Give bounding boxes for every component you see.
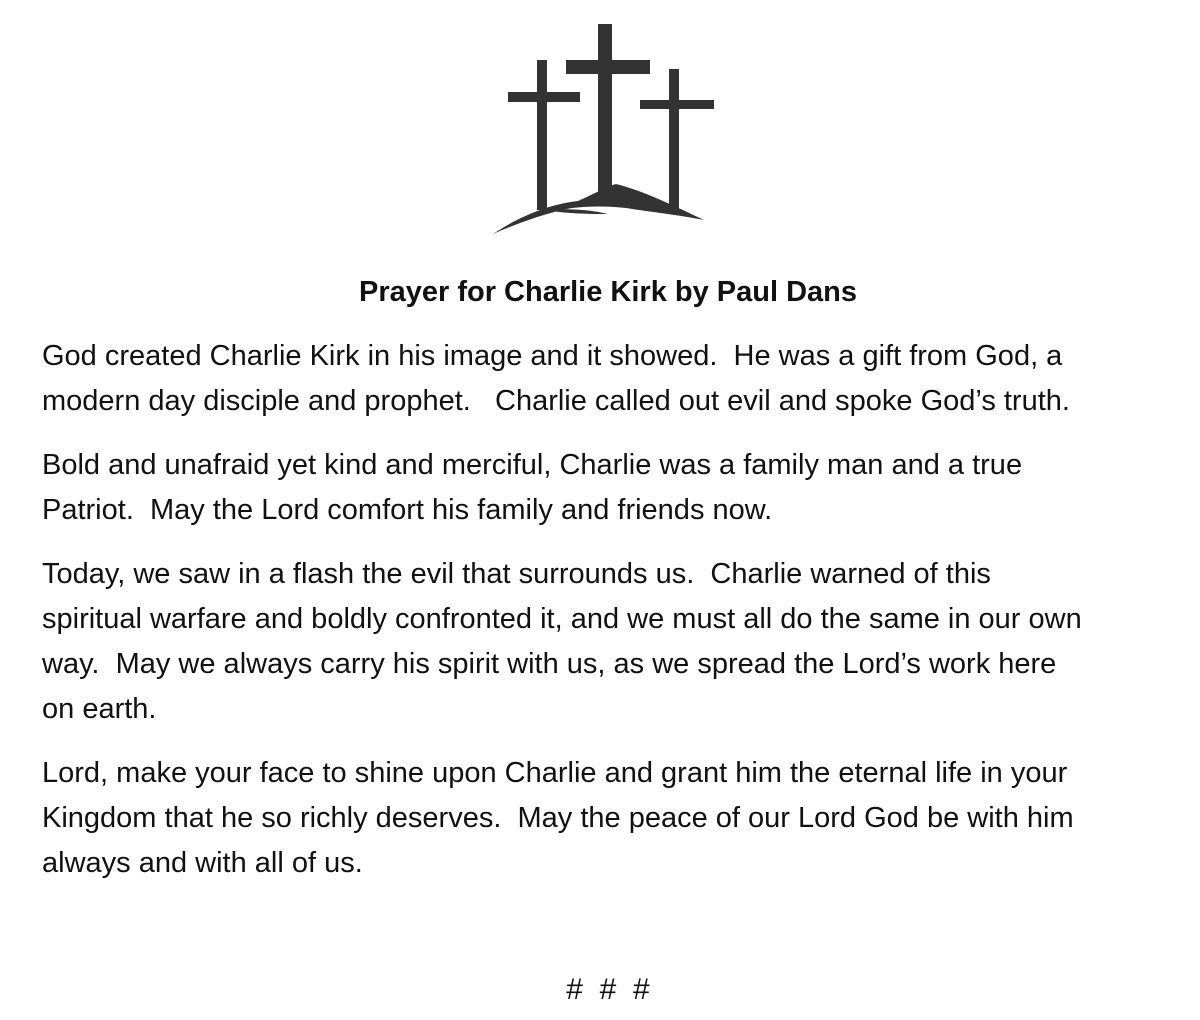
prayer-paragraph-3: Today, we saw in a flash the evil that surrounds us. Charlie warned of this spiritual warfare and boldly confronted it, and we must all do the same in our own way. May we always carry his spirit with us, as we spread the Lord’s work here on earth.	[42, 558, 1082, 725]
prayer-paragraph-1: God created Charlie Kirk in his image and it showed. He was a gift from God, a modern day disciple and prophet. Charlie called out evil and spoke God’s truth.	[42, 340, 1070, 417]
prayer-title: Prayer for Charlie Kirk by Paul Dans	[358, 276, 858, 308]
prayer-paragraph-2: Bold and unafraid yet kind and merciful, Charlie was a family man and a true Patriot. May the Lord comfort his family and friends now.	[42, 449, 1023, 526]
end-mark: # # #	[566, 973, 650, 1006]
prayer-paragraph-4: Lord, make your face to shine upon Charlie and grant him the eternal life in your Kingdom that he so richly deserves. May the peace of our Lord God be with him always and with all of us.	[42, 757, 1074, 879]
three-crosses-icon	[490, 24, 716, 236]
prayer-body	[42, 334, 1182, 905]
